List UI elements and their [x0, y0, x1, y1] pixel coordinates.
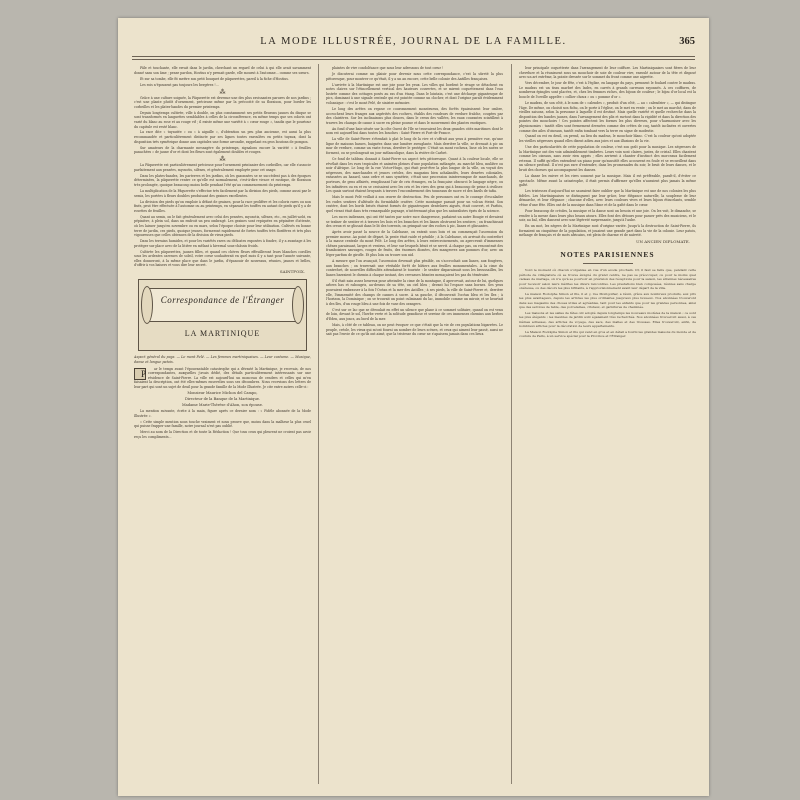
paragraph: La mention suivante, écrite à la main, figure après ce dernier nom : « Fidèle abonnée de la Mode Illustrée ». — [134, 408, 311, 418]
section-rule — [583, 263, 633, 264]
page-header — [118, 36, 709, 54]
column-right — [519, 66, 696, 784]
newspaper-page — [118, 18, 709, 796]
paragraph: S'il était sain assez heureux pour atteindre la cime de la montagne, il apercevait, autour de lui, quelques arbres bas et rabougris, au-dessus de sa tête, un ciel bleu ; devant lui l'espace sans bornes. Ses yeux pouvaient embrasser à la fois l'Océan et la mer des Antilles ; à ses pieds, la ville de Saint-Pierre et, derrière elle, l'immensité des champs de cannes à sucre. A sa gauche, il découvrait l'océan bleu et les îles ; à l'horizon, la Dominique ; on se trouvait un point culminant du lac, immobile comme un miroir, et se heurtait à des îles, d'un rouge bleu à une fois de vase des orangers. — [326, 278, 503, 306]
column-middle — [326, 66, 503, 784]
paragraph: En un mot, les nègres de la Martinique sont d'origine variée. Jusqu'à la destruction de Saint-Pierre, ils formaient un cinquième de la population, et jouaient une grande part dans la vie de la colonie. Leur patois, mélange de français et de mots africains, est plein de charme et de naïveté. — [519, 224, 696, 238]
dedication-line: Monsieur Maurice Michon del Campo, — [187, 390, 258, 395]
column-divider — [511, 64, 512, 784]
paragraph: Quant au semis, on le fait généralement avec celui des pensées, myosotis, silènes, etc., en juillet-août, en pépinière, à plein sol, dans un endroit un peu ombragé. Les graines sont repiquées en pépinière d'attente, où les laisser jusqu'en novembre ou en mars, selon l'époque choisie pour leur utilisation. Cultivés en bonne terre de jardin, ces pieds, quoique jeunes, formeront rapidement de fortes touffes très florifères et très plus vigoureuses que celles obtenues de la division de vieux pieds. — [134, 214, 311, 238]
paragraph: Grâce à une culture soignée, la Pâquerette est devenue une des plus ravissantes parures de nos jardins ; c'est une plante plutôt d'ornement, précieuse même par la précocité de sa floraison, pour border les corbeilles et les plates-bandes du premier printemps. — [134, 95, 311, 109]
page-number: 365 — [679, 36, 695, 47]
paragraph: La multiplication de la Pâquerette s'effectue très facilement par la division des pieds, comme aussi par le semis, les portées à fleurs doubles produisant des graines excellentes. — [134, 188, 311, 198]
paragraph: L'arrivée à la Martinique est une joie pour les yeux. Les villes qui bordent le rivage se détachent en notes claires sur l'étincellement vertical des hauteurs couvertes, et se mirent coquettement dans l'eau lustrée comme des cottages posés au ras d'un étang. Dans le lointain, c'est une décharge gigantesque de pics, dominant à une signale centrale qui est pointée comme un clocher, et dont l'origine paraît évidemment volcanique : c'est le mont Pelé, de sinistre mémoire. — [326, 82, 503, 105]
author-signature: UN ANCIEN DIPLOMATE. — [636, 239, 690, 245]
journal-title: LA MODE ILLUSTRÉE, JOURNAL DE LA FAMILLE. — [260, 36, 567, 47]
paragraph: Dans les terrains humides, et pour les variétés rares ou délicates exposées à fondre, il y a avantage à les protéger sur place avec de la litière en mêlant à hivernal sous-châssis froids. — [134, 239, 311, 248]
paragraph: Sur amateurs de la charmante messagère du printemps, signalons encore la variété « à feuilles panachées » de jaune d'or et dont les fleurs sont également doubles et rouges. — [134, 145, 311, 155]
paragraph: « Cette simple mention nous touche vraiment et nous prouve que, moins dans la malheur la plus cruel qui puisse frapper une famille, notre journal n'est pas oublié. — [134, 419, 311, 429]
paragraph: Ce fond de tableau donnait à Saint-Pierre un aspect très pittoresque. Quant à la couleur locale, elle se révélait dans les rues tropicales et animées pleines d'une population mélangée, au marché bleu, mulâtre ou noir d'Afrique. Le long de la rue Victor-Hugo, qui était peut-être la plus longue de la ville, on voyait des négresses, des marchandes et jeunes créoles, des magasins bien achalandés, leurs denrées coloniales, entassées au hasard, sans ordre et sans symétrie, c'était une procession ininterrompue de marchands, de porteurs, de gens affairés, remplissant l'air de cris étranges, en la française obscurci le langage nègre, ou les infinitives ou en et en se croisaient avec les cris et les rires des gens qui à beaucoup de peine à civiliser. Les quais surtout étaient bruyants à travers l'encombrement des tonneaux de sucre et des barils de tafia. — [326, 157, 503, 194]
paragraph: A mesure que l'on avançait, l'ascension devenait plus pénible, on s'accrochait aux lianes, aux fougères, aux branches ; on traversait une véritable forêt de bâtiers aux feuilles monumentales. A la cime du contrefort, de nouvelles difficultés attendaient le touriste : le sentier disparaissait sous les broussailles, les lianes barraient le chemin à chaque instant, des crevasses béantes menaçaient les pas du téméraire. — [326, 259, 503, 277]
paragraph: leur principale coquetterie dans l'arrangement de leur coiffure. Les Martiniquaises sont fières de leur chevelure et la réunissent sous un mouchoir de soie de couleur vive, enroulé autour de la tête et disposé avec un art extrême, la pointe dressée sur le sommet du front comme une aigrette. — [519, 66, 696, 80]
asterism-separator: ⁂ — [219, 156, 226, 164]
paragraph: Vers décembre, le jour de fête, c'est à l'église, en langage du pays, prennent le foulard contre le madras. Le madras est un tissu marbré des Indes, en carrés à grands carreaux rayonnés. A ces coiffures, de nombreux épingles sont placées, et, chez les femmes riches, des bijoux de couleur ; le bijou d'or local est la boucle de l'oreille appelée « collier choux » ou « pomme d'or ». — [519, 81, 696, 99]
paragraph: C'est sur ce lac que se déroulait en effet un silence que plane à ce sommet solitaire, quand on est venu de loin, devant le sol, l'herbe verte et la solitude grandiose et sereine de ces immenses chemins aux herbes d'Eden, aux joncs, au bord de la mer. — [326, 307, 503, 321]
paragraph: Pâle et touchante, elle errait dans le jardin, cherchant un regard de celui à qui elle avait savamment donné sans son âme ; pense pardon, Hostius n'y prenait garde, elle mourut à l'automne... comme ses sœurs. — [134, 66, 311, 75]
paragraph: Quand on est en deuil, on prend, au lieu du madras, le mouchoir blanc. C'est la couleur qu'ont adoptée les vieilles négresses quand elles disent adieu aux joies et aux illusions de la vie. — [519, 134, 696, 144]
paragraph: Depuis longtemps cultivée, ville à double, on plus constamment ses petits fleurons jaunes du disque se sont transformés en languettes semblables à celles de la circonférence, en même temps que ses coloris ont varié du blanc au rose et au rouge vif ; il existe même une variété à « cœur rouge », tandis que le pourtour du capitule est resté blanc. — [134, 110, 311, 129]
column-left — [134, 66, 311, 784]
paragraph: Les races indiennes, qui ont été tantes par notre race dangereuse, parlaient un autre Bougie et devaient se traîner de sentier et à travers les bois et les branches et les lianes obstruent les sentiers ; on franchissait des creux et se glissait dans le lit des torrents, on grimpait sur des roches à pic, lianes et glissantes. — [326, 214, 503, 229]
banner-subtitle: LA MARTINIQUE — [184, 329, 261, 339]
paragraph: Cultivée les pâquerettes, jaunes filles, et quand ces chères fleurs effeuilleront leurs blanches corolles sous les ardentes caresses de soleil, votre cœur souhaiterait en quel mois il y a tant pour l'année suivante, elles donneront, à la même place que dans le jardin, d'épanouir de nouveaux, réunies, jaunes et belles, d'offrir à vos baisers et vous dire leur secret. — [134, 249, 311, 268]
scroll-curl-right — [292, 286, 304, 324]
paragraph: La maison Rodolphe Simon et fils, il et ç, rue Montgolfier, a réuni, grâce aux nombreux produits, aux prix les plus avantageux, depuis les articles les plus ordinaires jusqu'aux plus luxueux. Nos abonnées trouveront dans ses magasins des choses utiles et agréables, tant pour les enfants que pour les grandes personnes, ainsi que des services de table, des porcelaines, cristaux, et garnitures de cheminée. — [519, 291, 696, 309]
paragraph: Une des particularités de cette population de couleur, c'est son goût pour la musique. Les négresses de la Martinique ont des voix admirablement timbrées. Leurs voix sont claires, justes, de cristal. Elles chantent comme les oiseaux, sans avoir rien appris ; elles arrivent à chanter d'instinct des morceaux facilement retenus. Il suffit qu'elles entendent un piano pour qu'aussitôt elles accourent en foule et se recueillent dans un silence profond. Il n'est pas rare d'entendre, dans les promenades du soir, le bruit de leurs danses, et le bruit des chœurs qui accompagnent les danses. — [519, 145, 696, 173]
paragraph: Les tristesses d'aujourd'hui ne sauraient faire oublier que la Martinique est une de nos colonies les plus fidèles. Les Martiniquaises se distinguent par leur grâce, leur élégance naturelle, la souplesse de leur démarche, et leur élégance ; chacune d'elles, avec leurs couleurs vives et leurs bijoux étincelants, semble vêtue d'une fête. Elles ont de la musique dans l'âme et de la gaîté dans le cœur. — [519, 189, 696, 207]
article-summary: Aspect général du pays. — Le mont Pelé. — Les femmes martiniquaises. — Leur costume. — Musique, danse et langue patois. — [134, 355, 311, 365]
correspondence-banner-illustration — [138, 279, 307, 351]
paragraph: Le madras, de son côté, à le nom de « calendes », produit d'un côté, — au « calendrier », — qui distingue l'âge. De même, on choisit son fichu, on le porte à l'église, on le met en vente ; on le met au marché, dans de vieilles saisons, selon la personne à laquelle il est destiné. Mais quelle variété et quelle recherche dans la disposition des bandes jaunes, dans l'arrangement des plis et surtout dans la rigidité et dans la direction des pointes des mouchoirs ! Ces pointes affectent les formes les plus diverses, pour s'harmoniser avec les physionomies : tantôt elles sont fermement dressées comme des crêtes de coq, tantôt inclinées et ouvertes comme des ailes d'oiseaux, tantôt enfin tombant vers la terre en signe de modestie. — [519, 100, 696, 133]
column-divider — [318, 64, 319, 784]
paragraph: Mais le mont Pelé veillait à son œuvre de destruction. Peu de personnes ont eu le courage d'escalader les rudes sentiers d'altitude du formidable cratère. Cette montagne passait pour un volcan éteint. Son cratère, dont les bords brisés étaient formés de gigantesques dentelures aiguës, était couvert, et Parfois, quel vivant était dans très remarquable paysage, n'intéressant plus que les naturalistes épris de la science. — [326, 195, 503, 213]
paragraph: La race dite « tuyautée » ou « à aiguille », d'obtention un peu plus ancienne, est aussi la plus recommandée et particulièrement distincte par ses lignes toutes enroulées en petits tuyaux, dont la disposition très symétrique donne aux capitules une forme arrondie, rappelant en gros boutons de pompon. — [134, 130, 311, 144]
banner-scroll — [147, 288, 298, 322]
paragraph: plaintes de vive condoléance que nous leur adressons de tout cœur ! — [332, 66, 444, 70]
paragraph: La ville de Saint-Pierre s'étendait à plat le long de la rive et s'offrait aux yeux à première vue, qu'une ligne de maisons basses, baignées dans une lumière aveuglante. Mais derrière la ville, se dressait à pic un mur de verdure, comme un vaste écran, derrière le protéger. C'était un mont rocheux, lisse où les nuées se forment, ou se prolongeait un jour mélancolique, dans la rivière de Carbet. — [326, 137, 503, 156]
paragraph: Les maisons et les salles de fêtes ont adopté depuis longtemps les nouveaux modèles de la maison ; ce sont les plus élégants ; les meubles de jardin sont également très recherchés. Nos abonnées trouveront aussi, à ces mêmes adresses, des articles de voyage, des sacs, des malles et des trousses. Elles trouveront, enfin, de nombreux articles pour la décoration de leurs appartements. — [519, 310, 696, 328]
paragraph: Je discuterai comme un plaisir pour devenir nous cette correspondance, c'est la sûreté la plus pittoresque, pour montrer ce qu'était, il y a un an encore, cette belle colonie des Antilles françaises. — [326, 71, 503, 81]
header-rule-double — [132, 59, 695, 60]
paragraph: Merci au nom de la Direction et de toute la Rédaction ! Que tous ceux qui pleurent ne croient pas avoir reçu les compliments... — [134, 430, 311, 439]
banner-title: Correspondance de l'Étranger — [160, 295, 285, 306]
section-title: NOTES PARISIENNES — [560, 250, 655, 260]
paragraph: Après avoir passé la source de la Calebasse, on entrait sous bois et un commençait l'ascension du premier morne. Au point de départ, la pente était raide et pénible ; à la Calebasse, où arrivait du contrefort à la masse centrale du mont Pelé. Le long des arêtes, à leurs entrecroisements, on apercevait d'immenses chênes paraissant, larges et ventrus, et leur sur lesquels bénit et se servit. A chaque pas, on rencontrait des framboisiers sauvages, rouges de fruits, des énormes dionées, des mangroves aux pommes d'or, avec un léger parfum de girofle. Et plus loin on trouve son nid. — [326, 230, 503, 258]
paragraph: La division des pieds qu'on emploie à défaut de graines, pour la race prolifère et les coloris rares ou non fixés, peut être effectuée à l'automne ou au printemps, en séparant les touffes en autant de pieds qu'il y a de rosettes de feuilles. — [134, 199, 311, 213]
paragraph: Dans les plates-bandes, les parterres et les jardins, où les gazonnées se se succèdent pas à des époques déterminées, la pâquerette rentre ce qu'elle est normalement, c'est-à-dire vivace et rustique, de floraison très prolongée, quoique beaucoup moins belle pendant l'été qu'au commencement du printemps. — [134, 173, 311, 187]
asterism-separator: ⁂ — [219, 88, 226, 96]
paragraph: Le long des arêtes on repose ce couronnement monstrueux, des forêts épaississent leur ombre, accrochent leurs franges aux aspérités des rochers, établis des rondeurs de verdure fraîche, coupées par des clairières. Sur les inclinaisons plus douces, dans le creux des vallées, les eaux courantes scintillent à travers les champs de canne à sucre en pleine pousse et dans le mouvement des plantes exotiques. — [326, 106, 503, 125]
paragraph-text: ar le temps avant l'épouvantable catastrophe qui a dévasté la Martinique, je recevais, de nos correspondantes, auxquelles j'avais dédié, des détails particulièrement intéressants sur une résidence de Saint-Pierre. La ville est aujourd'hui un monceau de cendres et celles qui m'en faisaient la description, ont été elles-mêmes ensevelies sous ses décombres. Nous recevions des lettres de leur part qui sont un sujet de deuil pour la grande famille de la Mode Illustrée. Je cite entre autres celle-ci : — [134, 366, 311, 389]
paragraph: Les rois n'épousent pas toujours les bergères !... — [140, 82, 219, 87]
paragraph: Et sur sa tombe, elle fit mettre son petit bouquet de pâquerettes, pareil à la fiche d'Hostius. — [140, 76, 289, 81]
paragraph: La danse les enivre et les rires sonnent par la musique. Mais il est préférable, paraît-il, d'éviter ce spectacle. Même avant la catastrophe, il était permis d'affirmer qu'elles n'auraient plus jamais la même gaîté. — [519, 174, 696, 188]
author-signature: SAINTFOIX. — [279, 269, 305, 275]
paragraph: La Maison Rodolphe Simon et fils qui vend en gros et en détail a fourni les grandes maisons du monde et de couture de Paris, à un service spécial pour la Province et l'Étranger. — [519, 329, 696, 339]
paragraph: Mais, à côté de ce tableau, on ne peut évoquer ce que c'était que la vie de ces populations bigarrées. Le peuple, créole, les vieux qui m'ont fourni un nombre de leurs scènes, et ceux qui aiment leur passé, aussi ne sait pas l'envie de ce qu'ils ont aimé, que la tristesse du cœur ne s'apaisera jamais dans ces lieux. — [326, 322, 503, 337]
paragraph: Au fond d'une baie située sur la côte Ouest de l'île se trouvaient les deux grandes cités maritimes dont le nom est aujourd'hui dans toutes les bouches : Saint-Pierre et Fort-de-France. — [326, 126, 503, 136]
paragraph-dropcap — [134, 367, 311, 390]
paragraph: La Pâquerette est particulièrement précieuse pour l'ornement printanier des corbeilles, car elle s'associe parfaitement aux pensées, myosotis, silènes, et généralement employée pour cet usage. — [134, 163, 311, 172]
dedication-line: Directeur de la Banque de la Martinique. — [184, 396, 261, 401]
dedication-line: Madame Marie-Thérèse d'Ahon, son épouse. — [181, 402, 264, 407]
paragraph: Voici le moment où chacun s'organise en vue d'un exode prochain. Or, il faut se faire que, pendant cette période de villégiature où se trouve éloigné du grand centre, ne pas se préoccuper, ou pour le moins quel cadeau de mariage, on n'a qu'à se pourvoir en prévision des réceptions pour la saison, les étrennes nécessaires pour recevoir selon leurs mérites les divers rencontres. Les prestations bien composées, réunies sans charge onéreuse, ou des décors les plus brillants, à l'approvisionnement avant leur départ de la ville. — [519, 268, 696, 290]
drop-cap-letter: P — [134, 368, 146, 380]
paragraph: Pour beaucoup de créoles, la musique et la danse sont un besoin et une joie. On les voit, le dimanche, se rendre à la messe dans leurs plus beaux atours. Elles font des détours pour passer près des musiciens, et le soir, au bal, elles dansent avec une légèreté surprenante, jusqu'à l'aube. — [519, 208, 696, 223]
header-rule — [132, 56, 695, 57]
